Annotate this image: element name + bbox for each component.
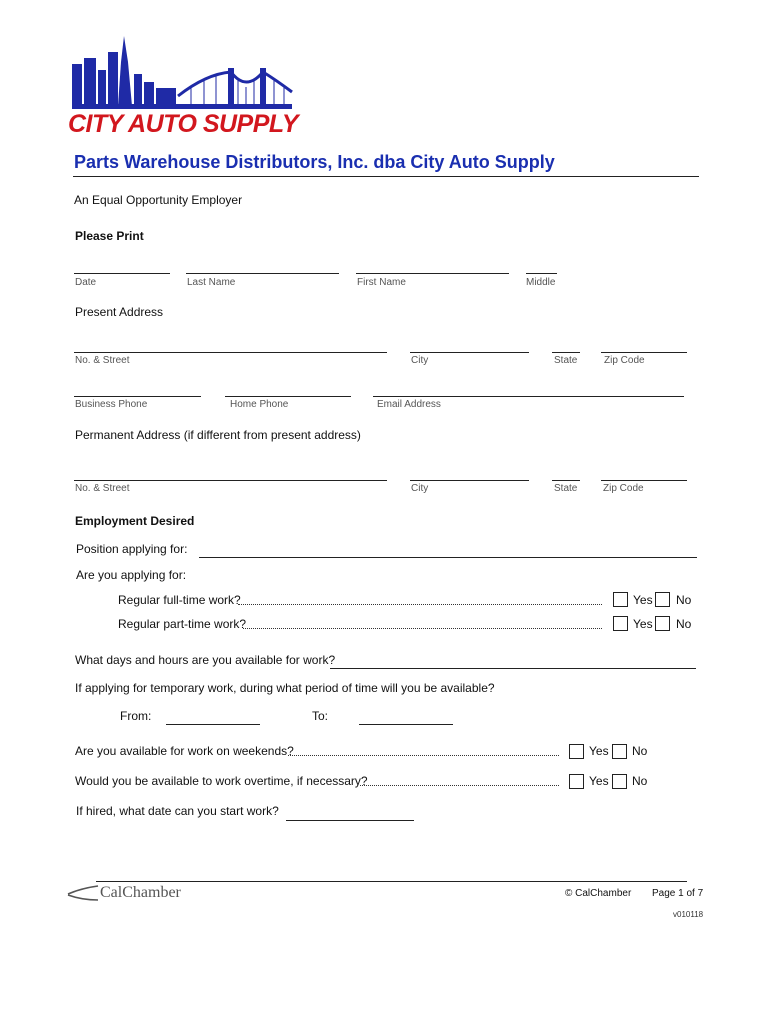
present-zip-caption: Zip Code (604, 355, 645, 366)
position-field[interactable] (199, 557, 697, 558)
part-time-yes-checkbox[interactable] (613, 616, 628, 631)
permanent-state-field[interactable] (552, 480, 580, 481)
to-label: To: (312, 709, 329, 723)
email-field[interactable] (373, 396, 684, 397)
employment-desired-heading: Employment Desired (75, 514, 195, 528)
full-time-yes-label: Yes (633, 593, 653, 607)
first-name-caption: First Name (357, 277, 406, 288)
calchamber-brand-text: CalChamber (100, 884, 181, 901)
page-number: Page 1 of 7 (652, 888, 704, 899)
position-label: Position applying for: (76, 542, 188, 556)
present-state-caption: State (554, 355, 578, 366)
overtime-yes-checkbox[interactable] (569, 774, 584, 789)
start-date-label: If hired, what date can you start work? (76, 804, 279, 818)
page-title: Parts Warehouse Distributors, Inc. dba City Auto Supply (74, 152, 555, 172)
from-label: From: (120, 709, 152, 723)
calchamber-logo (66, 884, 206, 904)
company-logo (66, 32, 298, 146)
full-time-no-label: No (676, 593, 692, 607)
part-time-yes-label: Yes (633, 617, 653, 631)
weekends-no-checkbox[interactable] (612, 744, 627, 759)
weekends-yes-checkbox[interactable] (569, 744, 584, 759)
copyright-text: © CalChamber (565, 888, 632, 899)
present-city-field[interactable] (410, 352, 529, 353)
present-state-field[interactable] (552, 352, 580, 353)
present-address-heading: Present Address (75, 305, 164, 319)
present-street-caption: No. & Street (75, 355, 130, 366)
home-phone-field[interactable] (225, 396, 351, 397)
date-caption: Date (75, 277, 97, 288)
permanent-zip-caption: Zip Code (603, 483, 644, 494)
middle-field[interactable] (526, 273, 557, 274)
full-time-yes-checkbox[interactable] (613, 592, 628, 607)
days-hours-field[interactable] (330, 668, 696, 669)
full-time-leader (238, 604, 602, 605)
part-time-label: Regular part-time work? (118, 617, 247, 631)
permanent-city-field[interactable] (410, 480, 529, 481)
applying-for-label: Are you applying for: (76, 568, 187, 582)
title-rule (73, 176, 699, 177)
permanent-zip-field[interactable] (601, 480, 687, 481)
overtime-label: Would you be available to work overtime, if necessary? (75, 774, 368, 788)
overtime-leader (360, 785, 559, 786)
permanent-address-heading: Permanent Address (if different from present address) (75, 428, 361, 442)
first-name-field[interactable] (356, 273, 509, 274)
calchamber-swoosh-icon (66, 885, 100, 901)
permanent-street-caption: No. & Street (75, 483, 130, 494)
home-phone-caption: Home Phone (230, 399, 289, 410)
full-time-no-checkbox[interactable] (655, 592, 670, 607)
business-phone-field[interactable] (74, 396, 201, 397)
permanent-state-caption: State (554, 483, 578, 494)
to-date-field[interactable] (359, 724, 453, 725)
temp-work-label: If applying for temporary work, during what period of time will you be available? (75, 681, 495, 695)
overtime-yes-label: Yes (589, 774, 609, 788)
overtime-no-label: No (632, 774, 648, 788)
start-date-field[interactable] (286, 820, 414, 821)
last-name-field[interactable] (186, 273, 339, 274)
weekends-yes-label: Yes (589, 744, 609, 758)
skyline-bridge-icon (66, 32, 298, 114)
last-name-caption: Last Name (187, 277, 236, 288)
part-time-no-label: No (676, 617, 692, 631)
weekends-no-label: No (632, 744, 648, 758)
from-date-field[interactable] (166, 724, 260, 725)
date-field[interactable] (74, 273, 170, 274)
footer-rule (96, 881, 687, 882)
please-print-label: Please Print (75, 229, 144, 243)
present-city-caption: City (411, 355, 429, 366)
weekends-leader (288, 755, 559, 756)
permanent-street-field[interactable] (74, 480, 387, 481)
version-code: v010118 (673, 910, 704, 919)
present-street-field[interactable] (74, 352, 387, 353)
business-phone-caption: Business Phone (75, 399, 148, 410)
email-caption: Email Address (377, 399, 441, 410)
present-zip-field[interactable] (601, 352, 687, 353)
permanent-city-caption: City (411, 483, 429, 494)
days-hours-label: What days and hours are you available for work? (75, 653, 336, 667)
full-time-label: Regular full-time work? (118, 593, 241, 607)
middle-caption: Middle (526, 277, 556, 288)
logo-brand-text: CITY AUTO SUPPLY (68, 110, 299, 138)
part-time-no-checkbox[interactable] (655, 616, 670, 631)
weekends-label: Are you available for work on weekends? (75, 744, 294, 758)
part-time-leader (243, 628, 602, 629)
overtime-no-checkbox[interactable] (612, 774, 627, 789)
eeo-statement: An Equal Opportunity Employer (74, 193, 243, 207)
